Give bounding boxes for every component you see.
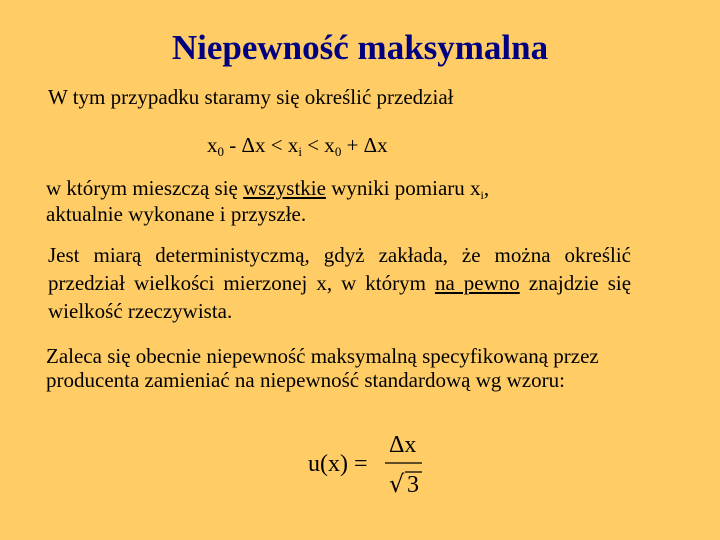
formula-numerator: Δx xyxy=(389,432,417,458)
p2-sub-i: i xyxy=(480,188,484,202)
p3-part2: znajdzie się wielkość rzeczywista. xyxy=(48,271,632,323)
paragraph-range xyxy=(46,175,646,227)
ineq-lt-plus: < x xyxy=(301,133,335,157)
ineq-sub-i: i xyxy=(298,144,302,159)
ineq-sub0: 0 xyxy=(217,144,224,159)
ineq-tail: + Δx xyxy=(341,133,388,157)
paragraph-deterministic xyxy=(48,241,631,325)
ineq-minus: - Δx < x xyxy=(224,133,299,157)
paragraph-recommendation: Zaleca się obecnie niepewność maksymalną specyfikowaną przez producenta zamieniać na niepewność standardową wg wzoru: xyxy=(46,344,599,392)
p2-part1: w którym mieszczą się xyxy=(46,176,244,200)
p2-underlined: wszystkie xyxy=(243,176,326,200)
slide-title: Niepewność maksymalna xyxy=(171,28,549,67)
p3-underlined: na pewno xyxy=(434,271,520,295)
formula xyxy=(305,430,435,500)
ineq-sub0-b: 0 xyxy=(334,144,342,159)
p2-line2: aktualnie wykonane i przyszłe. xyxy=(46,202,307,226)
p2-part3: , xyxy=(483,176,490,200)
ineq-x0: x xyxy=(207,133,218,157)
formula-radical: √ xyxy=(389,470,405,498)
intro-text: W tym przypadku staramy się określić przedział xyxy=(48,85,454,109)
p2-part2: wyniki pomiaru x xyxy=(325,176,481,200)
inequality xyxy=(207,133,388,158)
p3-part1: Jest miarą deterministyczmą, gdyż zakłada, że można określić przedział wielkości mierzonej x, w którym xyxy=(48,243,631,295)
formula-radicand: 3 xyxy=(407,472,419,498)
formula-lhs: u(x) = xyxy=(308,451,368,477)
